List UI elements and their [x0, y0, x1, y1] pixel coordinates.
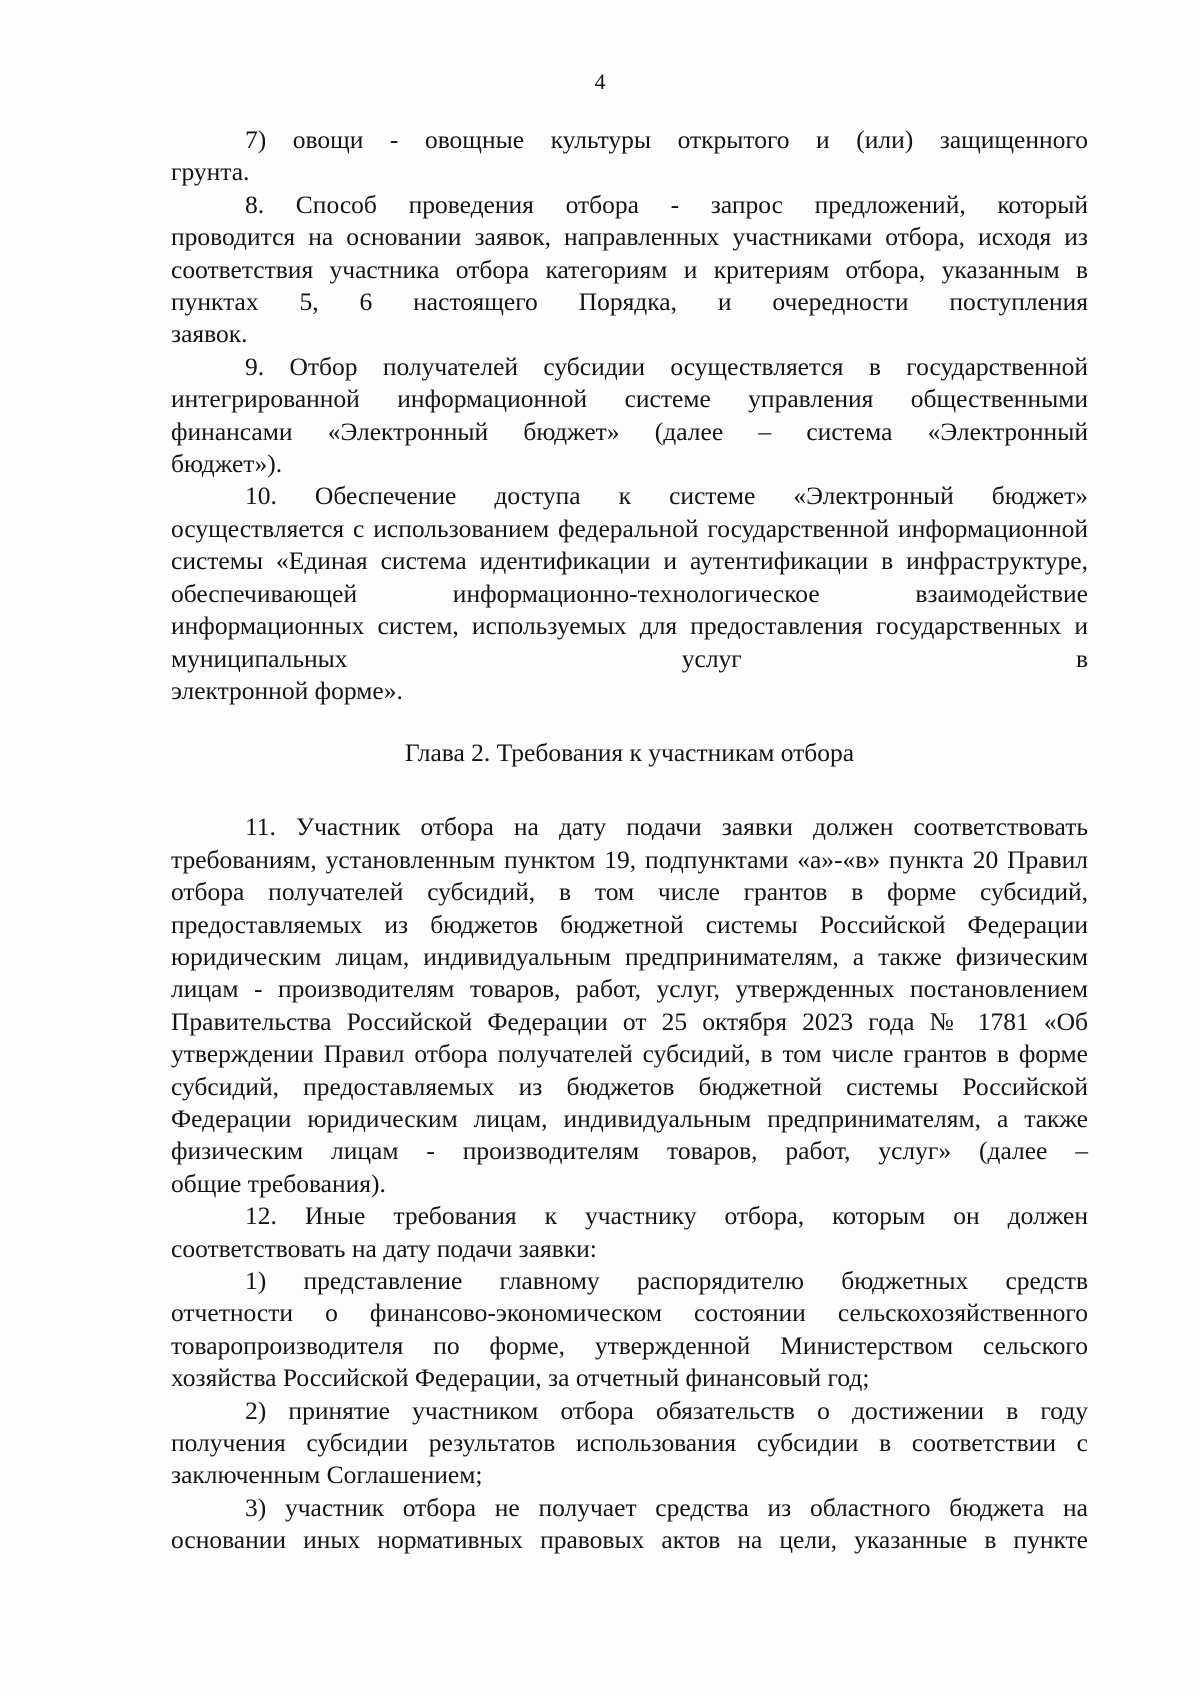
subitem-2-obligations-end: заключенным Соглашением; — [171, 1460, 483, 1490]
subitem-1-reporting-body: отчетности о финансово-экономическом состоянии сельскохозяйственного товаропроизводителя по форме, утвержденной Министерством сельского — [171, 1298, 1088, 1360]
paragraph-10-access: 10. Обеспечение доступа к системе «Электронный бюджет» — [245, 481, 1088, 511]
paragraph-11-requirements: 11. Участник отбора на дату подачи заявки должен соответствовать — [245, 812, 1088, 842]
chapter-heading: Глава 2. Требования к участникам отбора — [404, 738, 855, 768]
subitem-2-obligations-body: получения субсидии результатов использования субсидии в соответствии с — [171, 1428, 1088, 1458]
page-number: 4 — [594, 69, 606, 94]
paragraph-8-selection-method-end: заявок. — [171, 319, 248, 349]
subitem-2-obligations: 2) принятие участником отбора обязательств о достижении в году — [245, 1395, 1088, 1425]
document-body — [171, 124, 1088, 1557]
paragraph-8-selection-method-body: проводится на основании заявок, направленных участниками отбора, исходя из соответствия участника отбора категориям и критериям отбора, указанным в пунктах 5, 6 настоящего Порядка, и очередности поступления — [171, 222, 1088, 317]
paragraph-9-electronic-budget: 9. Отбор получателей субсидии осуществляется в государственной — [245, 351, 1088, 381]
subitem-3-no-other-funds-body: основании иных нормативных правовых актов на цели, указанные в пункте — [171, 1525, 1088, 1555]
paragraph-12-other-requirements-end: соответствовать на дату подачи заявки: — [171, 1233, 597, 1263]
paragraph-11-requirements-body: требованиям, установленным пунктом 19, подпунктами «а»-«в» пункта 20 Правил отбора получателей субсидий, в том числе грантов в форме субсидий, предоставляемых из бюджетов бюджетной системы Российской Федерации юридическим лицам, индивидуальным предпринимателям, а также физическим лицам - производителям товаров, работ, услуг, утвержденных постановлением Правительства Российской Федерации от 25 октября 2023 года № 1781 «Об утверждении Правил отбора получателей субсидий, в том числе грантов в форме субсидий, предоставляемых из бюджетов бюджетной системы Российской Федерации юридическим лицам, индивидуальным предпринимателям, а также физическим лицам - производителям товаров, работ, услуг» (далее – — [171, 844, 1088, 1166]
paragraph-9-electronic-budget-end: бюджет»). — [171, 449, 283, 479]
paragraph-11-requirements-end: общие требования). — [171, 1168, 386, 1198]
paragraph-12-other-requirements: 12. Иные требования к участнику отбора, которым он должен — [245, 1201, 1088, 1231]
subitem-1-reporting: 1) представление главному распорядителю бюджетных средств — [245, 1266, 1088, 1295]
subitem-3-no-other-funds: 3) участник отбора не получает средства из областного бюджета на — [245, 1492, 1088, 1522]
paragraph-10-access-body: осуществляется с использованием федеральной государственной информационной системы «Единая система идентификации и аутентификации в инфраструктуре, обеспечивающей информационно-технологическое взаимодействие информационных систем, используемых для предоставления государственных и муниципальных услуг в — [171, 513, 1088, 673]
paragraph-7-vegetables: 7) овощи - овощные культуры открытого и (или) защищенного — [245, 125, 1088, 154]
paragraph-9-electronic-budget-body: интегрированной информационной системе управления общественными финансами «Электронный бюджет» (далее – система «Электронный — [171, 384, 1088, 446]
paragraph-10-access-end: электронной форме». — [171, 675, 403, 705]
paragraph-7-vegetables-end: грунта. — [171, 157, 250, 187]
paragraph-8-selection-method: 8. Способ проведения отбора - запрос предложений, который — [245, 189, 1088, 219]
subitem-1-reporting-end: хозяйства Российской Федерации, за отчетный финансовый год; — [171, 1363, 870, 1393]
